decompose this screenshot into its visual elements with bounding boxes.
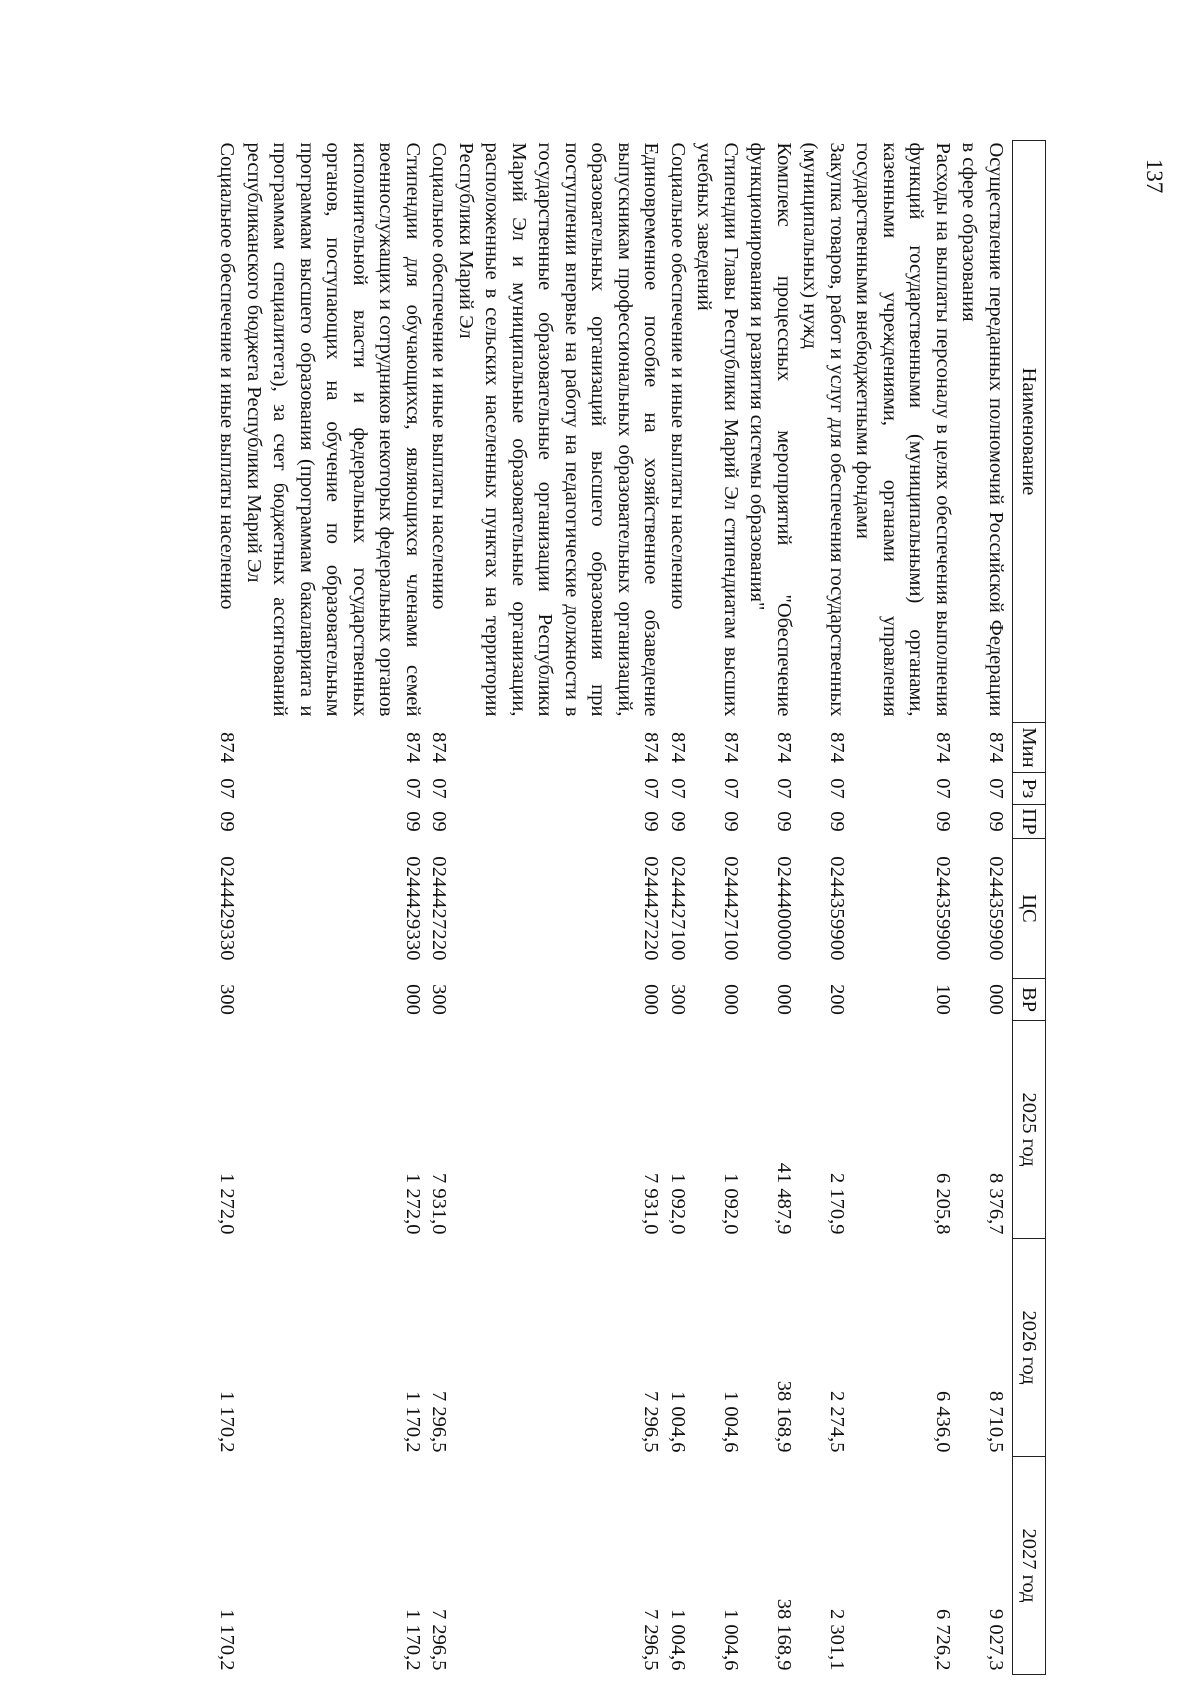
row-year-2027: 2 301,1 (826, 1609, 848, 1671)
row-vr: 200 (826, 984, 848, 1015)
row-cs: 0244429330 (216, 856, 239, 961)
table-row (797, 141, 850, 1675)
header-cs: ЦС (1013, 839, 1046, 979)
row-min: 874 (932, 732, 954, 763)
row-cs: 0244427220 (640, 856, 663, 961)
row-year-2025: 1 092,0 (720, 1173, 742, 1235)
row-cs: 0244427100 (720, 856, 742, 961)
row-pr: 09 (720, 811, 742, 832)
row-name: Расходы на выплаты персоналу в целях обеспечения выполнения функций государственными (муниципальными) органами, казенными учреждениями, органами управления государственными внебюджетными фондами (852, 142, 954, 717)
row-min: 874 (428, 732, 451, 763)
row-rz: 07 (932, 778, 954, 799)
row-year-2027: 1 004,6 (667, 1609, 689, 1671)
row-year-2025: 8 376,7 (985, 1173, 1007, 1235)
row-year-2026: 38 168,9 (773, 1380, 795, 1453)
row-year-2026: 2 274,5 (826, 1391, 848, 1453)
table-row (956, 141, 1013, 1675)
row-pr: 09 (826, 811, 848, 832)
row-year-2026: 7 296,5 (428, 1391, 451, 1453)
row-name: Единовременное пособие на хозяйственное обзаведение выпускникам профессиональных образовательных организаций, образовательных организаций высшего образования при поступлении впервые на работу на педагогические должности в государственные образовательные организации Республики Марий Эл и муниципальные образовательные организации, расположенные в сельских населенных пунктах на территории Республики Марий Эл (455, 142, 663, 717)
row-cs: 0244427220 (428, 856, 451, 961)
header-min: Мин (1013, 723, 1046, 773)
row-year-2027: 7 296,5 (428, 1609, 451, 1671)
row-pr: 09 (985, 811, 1007, 832)
row-year-2027: 9 027,3 (985, 1609, 1007, 1671)
row-year-2027: 1 170,2 (402, 1609, 424, 1671)
row-vr: 300 (428, 984, 451, 1015)
row-rz: 07 (428, 778, 451, 799)
row-cs: 0244359900 (985, 856, 1007, 961)
row-year-2025: 2 170,9 (826, 1173, 848, 1235)
row-rz: 07 (640, 778, 663, 799)
row-vr: 000 (985, 984, 1007, 1015)
row-year-2027: 1 004,6 (720, 1609, 742, 1671)
row-min: 874 (402, 732, 424, 763)
row-rz: 07 (720, 778, 742, 799)
row-min: 874 (640, 732, 663, 763)
header-year-2025: 2025 год (1013, 1021, 1046, 1239)
row-min: 874 (216, 732, 239, 763)
row-min: 874 (720, 732, 742, 763)
header-row (1013, 141, 1046, 1675)
row-year-2026: 6 436,0 (932, 1391, 954, 1453)
row-year-2025: 41 487,9 (773, 1162, 795, 1235)
row-year-2027: 38 168,9 (773, 1598, 795, 1671)
row-pr: 09 (428, 811, 451, 832)
row-year-2025: 1 272,0 (216, 1173, 239, 1235)
row-year-2026: 1 170,2 (216, 1391, 239, 1453)
header-vr: ВР (1013, 979, 1046, 1021)
header-year-2026: 2026 год (1013, 1239, 1046, 1457)
row-name: Стипендии для обучающихся, являющихся членами семей военнослужащих и сотрудников некоторых федеральных органов исполнительной власти и федеральных государственных органов, поступающих на обучение по образовательным программам высшего образования (программам бакалавриата и программам специалитета), за счет бюджетных ассигнований республиканского бюджета Республики Марий Эл (243, 142, 424, 717)
row-year-2026: 1 170,2 (402, 1391, 424, 1453)
page-number: 137 (1142, 158, 1167, 194)
row-name: Осуществление переданных полномочий Российской Федерации в сфере образования (958, 142, 1007, 717)
row-year-2025: 1 272,0 (402, 1173, 424, 1235)
row-pr: 09 (402, 811, 424, 832)
row-min: 874 (773, 732, 795, 763)
row-rz: 07 (216, 778, 239, 799)
row-year-2027: 6 726,2 (932, 1609, 954, 1671)
row-year-2026: 1 004,6 (667, 1391, 689, 1453)
row-pr: 09 (216, 811, 239, 832)
table-body (214, 141, 1013, 1675)
row-rz: 07 (667, 778, 689, 799)
row-rz: 07 (773, 778, 795, 799)
row-pr: 09 (667, 811, 689, 832)
table-row (453, 141, 665, 1675)
row-name: Комплекс процессных мероприятий "Обеспечение функционирования и развития системы образования" (746, 142, 795, 717)
row-min: 874 (826, 732, 848, 763)
row-min: 874 (667, 732, 689, 763)
table-row (241, 141, 427, 1675)
row-rz: 07 (985, 778, 1007, 799)
budget-table (214, 140, 1046, 1675)
table-row (214, 141, 241, 1675)
row-vr: 300 (216, 984, 239, 1015)
row-year-2026: 1 004,6 (720, 1391, 742, 1453)
row-year-2027: 7 296,5 (640, 1609, 663, 1671)
row-year-2025: 7 931,0 (428, 1173, 451, 1235)
row-cs: 0244429330 (402, 856, 424, 961)
row-year-2026: 8 710,5 (985, 1391, 1007, 1453)
row-pr: 09 (932, 811, 954, 832)
row-vr: 000 (402, 984, 424, 1015)
row-name: Закупка товаров, работ и услуг для обеспечения государственных (муниципальных) нужд (799, 142, 848, 717)
row-cs: 0244359900 (932, 856, 954, 961)
header-rz: Рз (1013, 773, 1046, 805)
table-row (426, 141, 453, 1675)
row-vr: 000 (773, 984, 795, 1015)
row-year-2025: 1 092,0 (667, 1173, 689, 1235)
row-rz: 07 (402, 778, 424, 799)
table-row (850, 141, 956, 1675)
row-cs: 0244359900 (826, 856, 848, 961)
row-cs: 0244400000 (773, 856, 795, 961)
row-min: 874 (985, 732, 1007, 763)
rotated-table-container (200, 140, 1046, 1674)
row-vr: 100 (932, 984, 954, 1015)
row-name: Социальное обеспечение и иные выплаты населению (428, 142, 451, 610)
row-pr: 09 (773, 811, 795, 832)
row-name: Социальное обеспечение и иные выплаты населению (667, 142, 689, 610)
row-vr: 300 (667, 984, 689, 1015)
row-vr: 000 (640, 984, 663, 1015)
row-pr: 09 (640, 811, 663, 832)
row-rz: 07 (826, 778, 848, 799)
row-vr: 000 (720, 984, 742, 1015)
header-pr: ПР (1013, 805, 1046, 839)
row-year-2026: 7 296,5 (640, 1391, 663, 1453)
row-year-2027: 1 170,2 (216, 1609, 239, 1671)
row-cs: 0244427100 (667, 856, 689, 961)
row-name: Стипендии Главы Республики Марий Эл стипендиатам высших учебных заведений (693, 142, 742, 717)
table-header (1013, 141, 1046, 1675)
header-name: Наименование (1013, 141, 1046, 723)
row-year-2025: 7 931,0 (640, 1173, 663, 1235)
row-year-2025: 6 205,8 (932, 1173, 954, 1235)
table-row (665, 141, 692, 1675)
header-year-2027: 2027 год (1013, 1457, 1046, 1675)
table-row (691, 141, 744, 1675)
table-row (744, 141, 797, 1675)
row-name: Социальное обеспечение и иные выплаты населению (216, 142, 239, 610)
